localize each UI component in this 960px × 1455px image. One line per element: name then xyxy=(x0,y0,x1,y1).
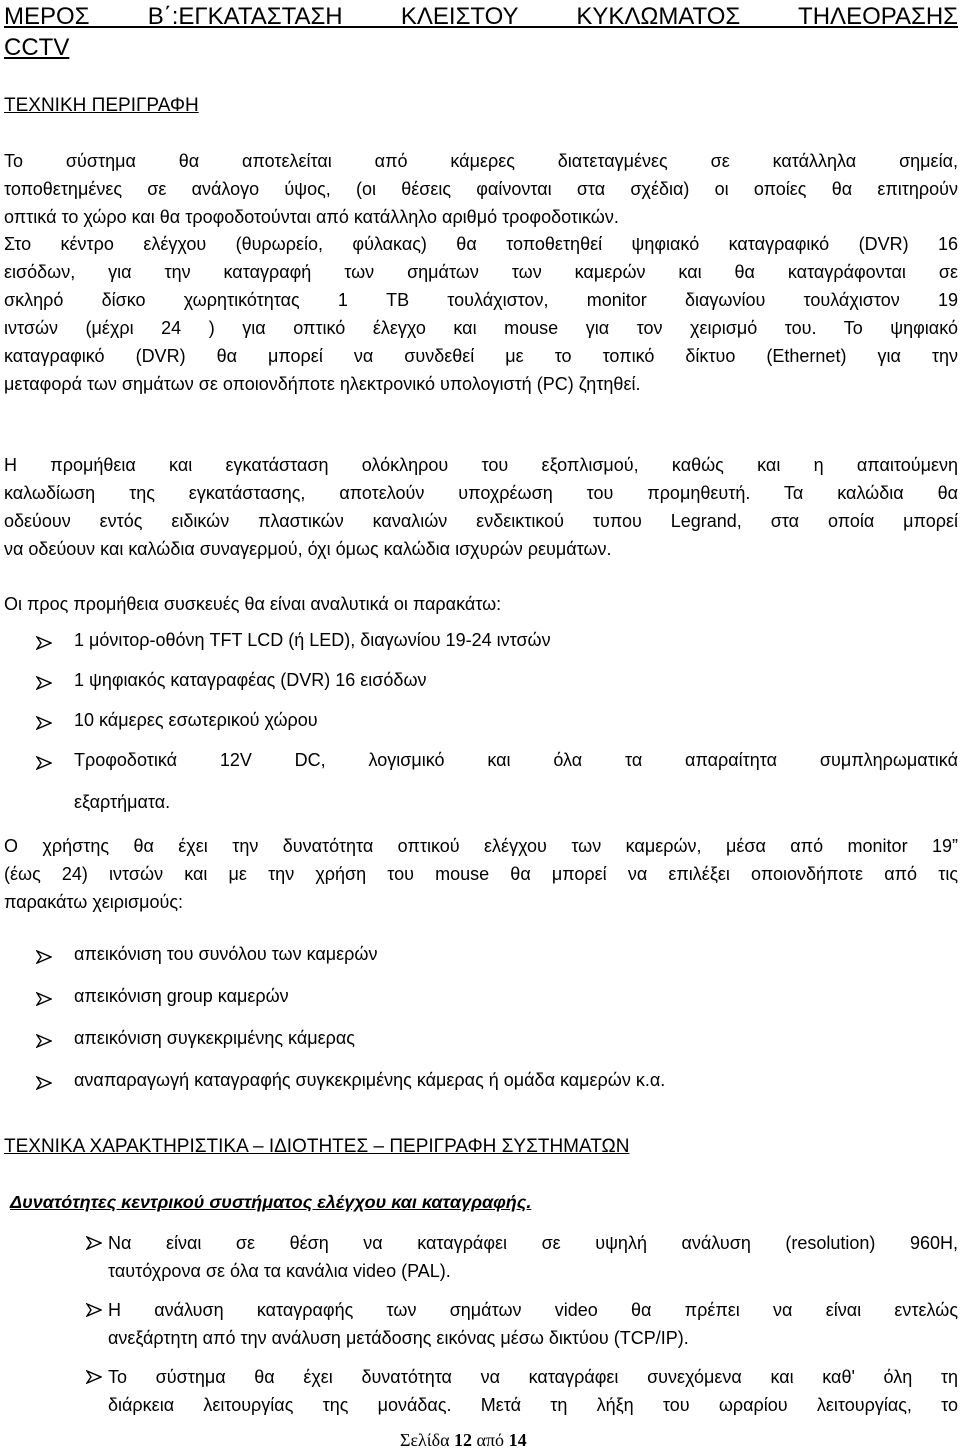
section-heading-capabilities: Δυνατότητες κεντρικού συστήματος ελέγχου και καταγραφής. xyxy=(10,1192,532,1212)
arrow-bullet-icon xyxy=(36,1034,52,1048)
list-item-line: ανεξάρτητη από την ανάλυση μετάδοσης εικόνας μέσω δικτύου (TCP/IP). xyxy=(108,1328,689,1348)
page-footer xyxy=(400,1430,527,1451)
footer-of-word: από xyxy=(476,1430,505,1450)
list-item-line: Να είναι σε θέση να καταγράφει σε υψηλή ανάλυση (resolution) 960H, xyxy=(108,1233,958,1253)
list-item-text: εξαρτήματα. xyxy=(74,792,171,812)
title-line-1: ΜΕΡΟΣ Β΄:ΕΓΚΑΤΑΣΤΑΣΗ ΚΛΕΙΣΤΟΥ ΚΥΚΛΩΜΑΤΟΣ ΤΗΛΕΟΡΑΣΗΣ xyxy=(4,3,958,30)
paragraph-line: τοποθετημένες σε ανάλογο ύψος, (οι θέσεις φαίνονται στα σχέδια) οι οποίες θα επιτηρούν xyxy=(4,179,958,199)
list-item-text: 1 ψηφιακός καταγραφέας (DVR) 16 εισόδων xyxy=(74,670,427,690)
paragraph-line: ιντσών (μέχρι 24 ) για οπτικό έλεγχο και mouse για τον χειρισμό του. Το ψηφιακό xyxy=(4,318,958,338)
paragraph-line: εισόδων, για την καταγραφή των σημάτων των καμερών και θα καταγράφονται σε xyxy=(4,262,958,282)
arrow-bullet-icon xyxy=(86,1303,102,1317)
footer-total-pages: 14 xyxy=(508,1430,527,1450)
section-heading-technical: ΤΕΧΝΙΚΑ ΧΑΡΑΚΤΗΡΙΣΤΙΚΑ – ΙΔΙΟΤΗΤΕΣ – ΠΕΡΙΓΡΑΦΗ ΣΥΣΤΗΜΑΤΩΝ xyxy=(4,1136,630,1157)
paragraph-line: Ο χρήστης θα έχει την δυνατότητα οπτικού ελέγχου των καμερών, μέσα από monitor 19” xyxy=(4,836,958,856)
list-item-line: ταυτόχρονα σε όλα τα κανάλια video (PAL). xyxy=(108,1261,451,1281)
paragraph-devices-intro: Οι προς προμήθεια συσκευές θα είναι αναλυτικά οι παρακάτω: xyxy=(4,594,502,614)
list-item-text: απεικόνιση του συνόλου των καμερών xyxy=(74,944,378,964)
paragraph-line: (έως 24) ιντσών και με την χρήση του mouse θα μπορεί να επιλέξει οποιονδήποτε από τις xyxy=(4,864,958,884)
arrow-bullet-icon xyxy=(86,1236,102,1250)
list-item-line: Η ανάλυση καταγραφής των σημάτων video θα πρέπει να είναι εντελώς xyxy=(108,1300,958,1320)
list-item-text xyxy=(108,1296,958,1352)
list-item-line: διάρκεια λειτουργίας της μονάδας. Μετά τη λήξη του ωραρίου λειτουργίας, το xyxy=(108,1395,958,1415)
paragraph-supply xyxy=(4,451,958,563)
list-item-text: απεικόνιση συγκεκριμένης κάμερας xyxy=(74,1028,355,1048)
paragraph-control-center xyxy=(4,230,958,398)
arrow-bullet-icon xyxy=(36,756,52,770)
title-line-2: CCTV xyxy=(4,34,70,61)
list-item-text xyxy=(108,1363,958,1419)
paragraph-line: παρακάτω χειρισμούς: xyxy=(4,892,184,912)
list-item-text: απεικόνιση group καμερών xyxy=(74,986,289,1006)
arrow-bullet-icon xyxy=(36,992,52,1006)
list-item-text: 10 κάμερες εσωτερικού χώρου xyxy=(74,710,318,730)
arrow-bullet-icon xyxy=(86,1370,102,1384)
paragraph-line: σκληρό δίσκο χωρητικότητας 1 TB τουλάχιστον, monitor διαγωνίου τουλάχιστον 19 xyxy=(4,290,958,310)
list-item-text: αναπαραγωγή καταγραφής συγκεκριμένης κάμερας ή ομάδα καμερών κ.α. xyxy=(74,1070,666,1090)
list-item-text xyxy=(108,1229,958,1285)
footer-page-word: Σελίδα xyxy=(400,1430,450,1450)
list-item-line: Το σύστημα θα έχει δυνατότητα να καταγράφει συνεχόμενα και καθ' όλη τη xyxy=(108,1367,958,1387)
paragraph-line: Το σύστημα θα αποτελείται από κάμερες διατεταγμένες σε κατάλληλα σημεία, xyxy=(4,151,958,171)
arrow-bullet-icon xyxy=(36,1076,52,1090)
arrow-bullet-icon xyxy=(36,950,52,964)
list-item-text: 1 μόνιτορ-οθόνη TFT LCD (ή LED), διαγωνίου 19-24 ιντσών xyxy=(74,630,551,650)
document-title xyxy=(4,1,958,63)
arrow-bullet-icon xyxy=(36,716,52,730)
list-item-text: Τροφοδοτικά 12V DC, λογισμικό και όλα τα απαραίτητα συμπληρωματικά xyxy=(74,750,958,770)
subtitle: ΤΕΧΝΙΚΗ ΠΕΡΙΓΡΑΦΗ xyxy=(4,95,199,116)
arrow-bullet-icon xyxy=(36,636,52,650)
paragraph-line: Στο κέντρο ελέγχου (θυρωρείο, φύλακας) θα τοποθετηθεί ψηφιακό καταγραφικό (DVR) 16 xyxy=(4,234,958,254)
paragraph-line: να οδεύουν και καλώδια συναγερμού, όχι όμως καλώδια ισχυρών ρευμάτων. xyxy=(4,539,612,559)
footer-page-number: 12 xyxy=(454,1430,473,1450)
paragraph-line: Η προμήθεια και εγκατάσταση ολόκληρου του εξοπλισμού, καθώς και η απαιτούμενη xyxy=(4,455,958,475)
paragraph-line: οδεύουν εντός ειδικών πλαστικών καναλιών ενδεικτικού τυπου Legrand, στα οποία μπορεί xyxy=(4,511,958,531)
paragraph-line: καταγραφικό (DVR) θα μπορεί να συνδεθεί με το τοπικό δίκτυο (Ethernet) για την xyxy=(4,346,958,366)
paragraph-line: οπτικά το χώρο και θα τροφοδοτούνται από κατάλληλο αριθμό τροφοδοτικών. xyxy=(4,207,619,227)
paragraph-line: καλωδίωση της εγκατάστασης, αποτελούν υποχρέωση του προμηθευτή. Τα καλώδια θα xyxy=(4,483,958,503)
paragraph-user-control xyxy=(4,832,958,916)
paragraph-intro xyxy=(4,147,958,231)
paragraph-line: μεταφορά των σημάτων σε οποιονδήποτε ηλεκτρονικό υπολογιστή (PC) ζητηθεί. xyxy=(4,374,641,394)
arrow-bullet-icon xyxy=(36,676,52,690)
